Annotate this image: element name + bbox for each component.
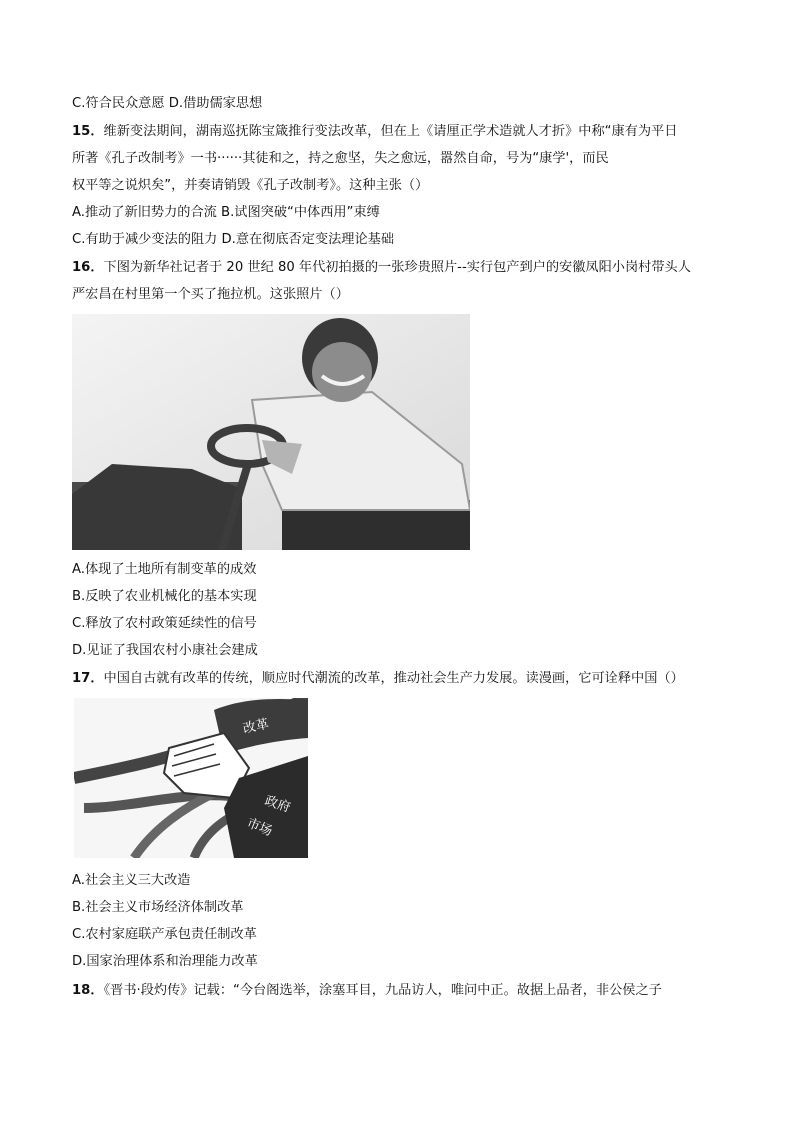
option-c: C.农村家庭联产承包责任制改革: [72, 927, 257, 942]
option-b: B.反映了农业机械化的基本实现: [72, 589, 257, 604]
question-number: 16．: [72, 260, 104, 275]
cartoon-label-sleeve1: 政府: [262, 793, 293, 816]
question-text: 权平等之说炽矣”，并奏请销毁《孔子改制考》。这种主张（）: [72, 178, 429, 193]
question-text: 严宏昌在村里第一个买了拖拉机。这张照片（）: [72, 287, 349, 302]
question-text: 所著《孔子改制考》一书······其徒和之，持之愈坚，失之愈远，嚣然自命，号为“康学'，而民: [72, 151, 609, 166]
option-line-ab: A.推动了新旧势力的合流 B.试图突破“中体西用”束缚: [72, 205, 380, 220]
question-text: 《晋书·段灼传》记载：“今台阁选举，涂塞耳目，九品访人，唯问中正。故据上品者，非公侯之子: [103, 983, 662, 998]
question-number: 15．: [72, 124, 104, 139]
option-line-cd: C.有助于减少变法的阻力 D.意在彻底否定变法理论基础: [72, 232, 395, 247]
question-number: 18．: [72, 983, 104, 998]
option-line-cd-14: C.符合民众意愿 D.借助儒家思想: [72, 96, 263, 111]
tractor-photo: [72, 314, 470, 550]
question-text: 维新变法期间，湖南巡抚陈宝箴推行变法改革，但在上《请厘正学术造就人才折》中称“康有为平日: [103, 124, 678, 139]
option-d: D.见证了我国农村小康社会建成: [72, 643, 258, 658]
question-text: 下图为新华社记者于 20 世纪 80 年代初拍摄的一张珍贵照片--实行包产到户的安徽凤阳小岗村带头人: [103, 260, 691, 275]
option-b: B.社会主义市场经济体制改革: [72, 900, 244, 915]
question-number: 17．: [72, 671, 104, 686]
option-d: D.国家治理体系和治理能力改革: [72, 954, 258, 969]
question-text: 中国自古就有改革的传统，顺应时代潮流的改革，推动社会生产力发展。读漫画，它可诠释中国（）: [103, 671, 684, 686]
cartoon-image: [74, 698, 308, 858]
option-c: C.释放了农村政策延续性的信号: [72, 616, 257, 631]
option-a: A.社会主义三大改造: [72, 873, 191, 888]
cartoon-label-top: 改革: [241, 716, 271, 737]
option-a: A.体现了土地所有制变革的成效: [72, 562, 257, 577]
cartoon-label-sleeve2: 市场: [244, 815, 275, 840]
